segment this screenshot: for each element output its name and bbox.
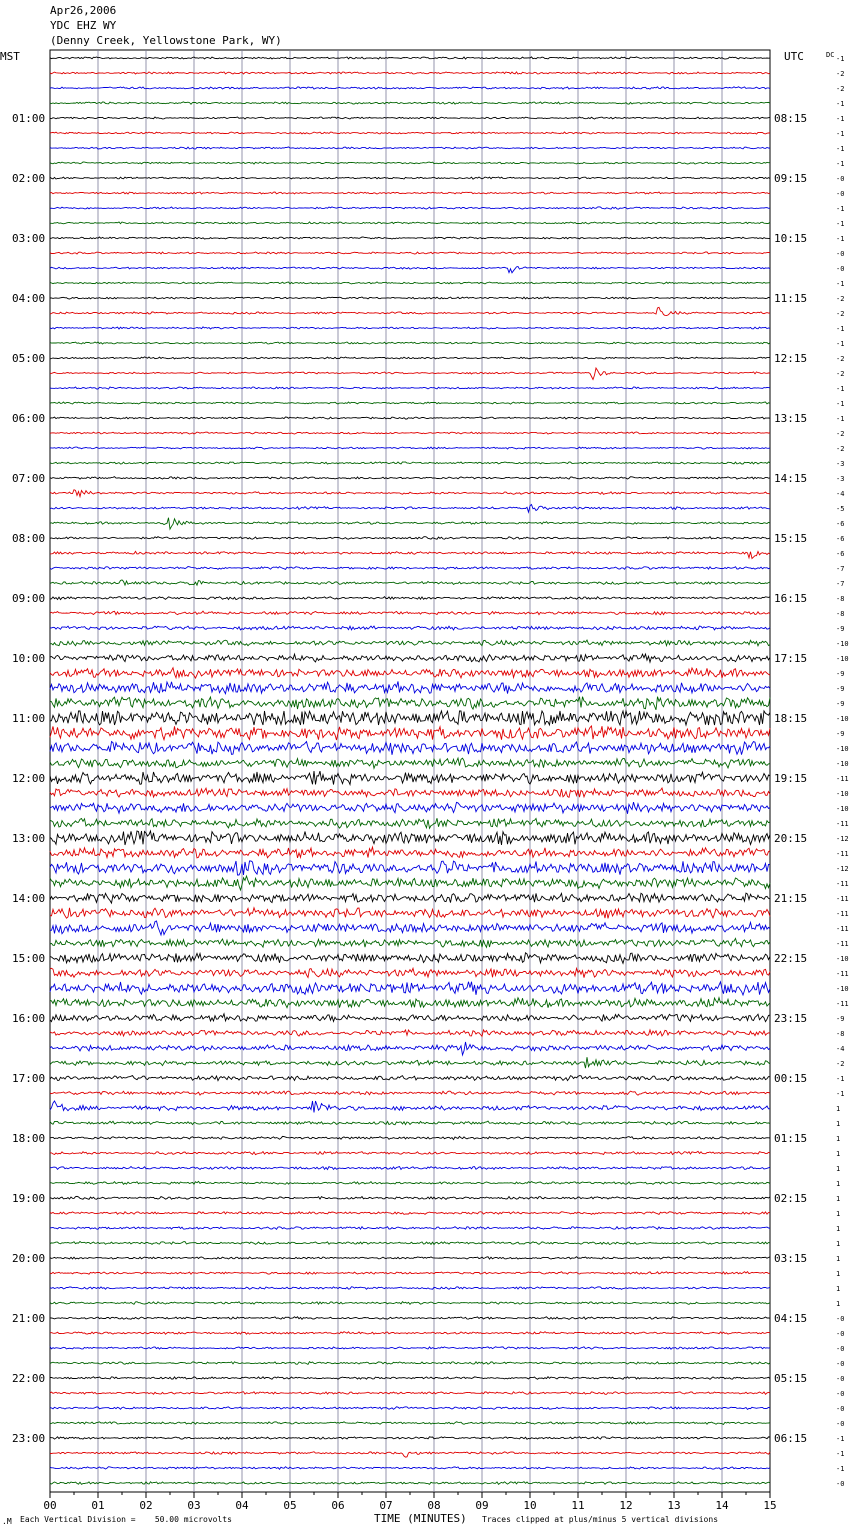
x-tick-label: 09 [475, 1499, 489, 1512]
seismic-trace [50, 222, 770, 224]
dc-offset-label: -6 [836, 520, 845, 528]
dc-offset-label: -2 [836, 310, 845, 318]
seismic-trace [50, 1057, 770, 1068]
seismic-trace [50, 1437, 770, 1440]
x-tick-label: 08 [427, 1499, 441, 1512]
seismic-trace [50, 1242, 770, 1245]
seismic-trace [50, 490, 770, 497]
right-hour-label: 14:15 [774, 472, 808, 485]
dc-offset-label: -0 [836, 1375, 845, 1383]
dc-offset-label: -2 [836, 370, 845, 378]
dc-offset-label: -11 [836, 850, 849, 858]
left-hour-label: 05:00 [12, 352, 46, 365]
seismic-trace [50, 654, 770, 662]
seismic-trace [50, 758, 770, 768]
seismic-trace [50, 537, 770, 540]
seismic-trace [50, 802, 770, 814]
dc-offset-label: 1 [836, 1300, 841, 1308]
dc-offset-label: -1 [836, 415, 845, 423]
dc-offset-label: -4 [836, 490, 845, 498]
dc-offset-label: -10 [836, 640, 849, 648]
x-tick-label: 13 [667, 1499, 681, 1512]
seismic-trace [50, 1362, 770, 1365]
left-hour-label: 10:00 [12, 652, 46, 665]
left-hour-label: 09:00 [12, 592, 46, 605]
x-tick-label: 05 [283, 1499, 297, 1512]
seismic-trace [50, 861, 770, 875]
left-hour-label: 12:00 [12, 772, 46, 785]
dc-offset-label: -7 [836, 565, 845, 573]
seismic-trace [50, 177, 770, 179]
clip-note: Traces clipped at plus/minus 5 vertical divisions [482, 1515, 719, 1524]
right-hour-label: 23:15 [774, 1012, 808, 1025]
dc-offset-label: -6 [836, 535, 845, 543]
seismic-trace [50, 1452, 770, 1457]
dc-offset-label: -10 [836, 790, 849, 798]
seismic-trace [50, 1030, 770, 1037]
dc-offset-label: -12 [836, 865, 849, 873]
right-hour-label: 15:15 [774, 532, 808, 545]
left-hour-label: 20:00 [12, 1252, 46, 1265]
dc-offset-label: -0 [836, 1360, 845, 1368]
right-hour-label: 19:15 [774, 772, 808, 785]
seismic-trace [50, 968, 770, 977]
seismic-trace [50, 938, 770, 947]
dc-offset-label: 1 [836, 1285, 841, 1293]
left-hour-label: 13:00 [12, 832, 46, 845]
dc-offset-label: -0 [836, 1405, 845, 1413]
x-axis-label: TIME (MINUTES) [374, 1512, 467, 1525]
chart-frame [50, 50, 770, 1492]
seismic-trace [50, 1121, 770, 1125]
seismic-trace [50, 162, 770, 164]
seismic-trace [50, 640, 770, 646]
seismic-trace [50, 982, 770, 995]
seismic-trace [50, 1407, 770, 1410]
dc-offset-label: -10 [836, 745, 849, 753]
left-hour-label: 15:00 [12, 952, 46, 965]
dc-offset-label: -1 [836, 130, 845, 138]
left-hour-label: 06:00 [12, 412, 46, 425]
corner-mark: .M [2, 1517, 12, 1526]
dc-offset-label: 1 [836, 1270, 841, 1278]
right-hour-label: 05:15 [774, 1372, 808, 1385]
dc-offset-label: -3 [836, 460, 845, 468]
right-timezone-label: UTC [784, 50, 804, 63]
seismic-trace [50, 1181, 770, 1184]
seismic-trace [50, 1422, 770, 1425]
dc-offset-label: -11 [836, 895, 849, 903]
seismic-trace [50, 432, 770, 434]
seismic-trace [50, 282, 770, 284]
dc-offset-label: -10 [836, 655, 849, 663]
seismic-trace [50, 1332, 770, 1335]
seismic-trace [50, 1467, 770, 1470]
seismic-trace [50, 1042, 770, 1055]
dc-offset-label: -9 [836, 670, 845, 678]
x-tick-label: 15 [763, 1499, 777, 1512]
dc-offset-label: -0 [836, 1315, 845, 1323]
seismic-trace [50, 1196, 770, 1199]
right-hour-label: 08:15 [774, 112, 808, 125]
left-hour-label: 07:00 [12, 472, 46, 485]
seismic-trace [50, 788, 770, 797]
dc-offset-label: -2 [836, 1060, 845, 1068]
dc-offset-label: 1 [836, 1105, 841, 1113]
dc-offset-label: 1 [836, 1225, 841, 1233]
right-hour-label: 03:15 [774, 1252, 808, 1265]
left-hour-label: 22:00 [12, 1372, 46, 1385]
dc-offset-label: 1 [836, 1255, 841, 1263]
seismic-trace [50, 893, 770, 903]
dc-offset-label: -10 [836, 715, 849, 723]
dc-offset-label: -11 [836, 940, 849, 948]
x-tick-label: 07 [379, 1499, 393, 1512]
left-hour-label: 04:00 [12, 292, 46, 305]
x-tick-label: 10 [523, 1499, 537, 1512]
seismic-trace [50, 1227, 770, 1230]
seismic-trace [50, 462, 770, 464]
dc-offset-label: -6 [836, 550, 845, 558]
seismic-trace [50, 518, 770, 530]
seismic-trace [50, 102, 770, 104]
seismic-trace [50, 551, 770, 558]
seismic-trace [50, 668, 770, 678]
seismic-trace [50, 597, 770, 600]
dc-offset-label: -9 [836, 700, 845, 708]
dc-offset-label: -1 [836, 1465, 845, 1473]
left-hour-label: 19:00 [12, 1192, 46, 1205]
dc-offset-label: -2 [836, 445, 845, 453]
seismic-trace [50, 207, 770, 209]
right-hour-label: 02:15 [774, 1192, 808, 1205]
left-hour-label: 21:00 [12, 1312, 46, 1325]
dc-offset-label: -1 [836, 1435, 845, 1443]
dc-offset-label: -10 [836, 805, 849, 813]
x-tick-label: 03 [187, 1499, 201, 1512]
dc-offset-label: -10 [836, 955, 849, 963]
dc-offset-label: 1 [836, 1180, 841, 1188]
seismic-trace [50, 847, 770, 858]
dc-offset-label: -0 [836, 1480, 845, 1488]
dc-offset-label: -1 [836, 280, 845, 288]
left-hour-label: 11:00 [12, 712, 46, 725]
dc-offset-label: 1 [836, 1135, 841, 1143]
right-hour-label: 09:15 [774, 172, 808, 185]
seismic-trace [50, 711, 770, 725]
dc-offset-label: -1 [836, 385, 845, 393]
dc-offset-label: 1 [836, 1210, 841, 1218]
right-hour-label: 18:15 [774, 712, 808, 725]
dc-offset-label: -11 [836, 820, 849, 828]
seismic-trace [50, 342, 770, 344]
seismic-trace [50, 611, 770, 615]
right-hour-label: 21:15 [774, 892, 808, 905]
seismic-trace [50, 818, 770, 828]
x-tick-label: 06 [331, 1499, 345, 1512]
dc-offset-label: -10 [836, 760, 849, 768]
dc-offset-label: -0 [836, 190, 845, 198]
dc-offset-label: -9 [836, 730, 845, 738]
right-hour-label: 11:15 [774, 292, 808, 305]
dc-offset-label: -4 [836, 1045, 845, 1053]
dc-offset-label: 1 [836, 1120, 841, 1128]
seismic-trace [50, 147, 770, 149]
dc-offset-label: -0 [836, 1390, 845, 1398]
seismic-trace [50, 1014, 770, 1022]
right-hour-label: 00:15 [774, 1072, 808, 1085]
scale-note: Each Vertical Division = 50.00 microvolts [20, 1515, 232, 1524]
right-hour-label: 20:15 [774, 832, 808, 845]
seismic-trace [50, 1101, 770, 1113]
seismic-trace [50, 726, 770, 740]
dc-offset-label: -1 [836, 1090, 845, 1098]
seismic-trace [50, 1076, 770, 1081]
right-hour-label: 04:15 [774, 1312, 808, 1325]
right-hour-label: 10:15 [774, 232, 808, 245]
dc-offset-label: 1 [836, 1195, 841, 1203]
dc-offset-label: 1 [836, 1150, 841, 1158]
seismic-trace [50, 876, 770, 890]
dc-offset-label: -1 [836, 100, 845, 108]
seismic-trace [50, 72, 770, 74]
dc-offset-label: -2 [836, 85, 845, 93]
seismic-trace [50, 998, 770, 1008]
x-tick-label: 02 [139, 1499, 153, 1512]
seismic-trace [50, 1272, 770, 1275]
seismic-trace [50, 117, 770, 119]
left-hour-label: 08:00 [12, 532, 46, 545]
left-hour-label: 17:00 [12, 1072, 46, 1085]
x-tick-label: 11 [571, 1499, 585, 1512]
dc-offset-label: -8 [836, 595, 845, 603]
seismic-trace [50, 742, 770, 755]
seismic-trace [50, 297, 770, 299]
seismic-trace [50, 580, 770, 585]
dc-offset-label: -2 [836, 70, 845, 78]
right-hour-label: 06:15 [774, 1432, 808, 1445]
seismic-trace [50, 1377, 770, 1380]
seismic-trace [50, 953, 770, 964]
x-tick-label: 04 [235, 1499, 249, 1512]
dc-offset-label: 1 [836, 1165, 841, 1173]
seismic-trace [50, 567, 770, 570]
dc-offset-label: -1 [836, 325, 845, 333]
dc-offset-label: -1 [836, 55, 845, 63]
seismic-trace [50, 1317, 770, 1320]
left-hour-label: 23:00 [12, 1432, 46, 1445]
dc-offset-label: -3 [836, 475, 845, 483]
dc-offset-label: -9 [836, 685, 845, 693]
dc-offset-label: -12 [836, 835, 849, 843]
dc-offset-label: -11 [836, 775, 849, 783]
dc-offset-label: -2 [836, 355, 845, 363]
dc-offset-label: -8 [836, 1030, 845, 1038]
dc-offset-label: -1 [836, 400, 845, 408]
left-hour-label: 03:00 [12, 232, 46, 245]
left-hour-label: 18:00 [12, 1132, 46, 1145]
dc-offset-label: -11 [836, 925, 849, 933]
seismic-trace [50, 771, 770, 785]
left-timezone-label: MST [0, 50, 20, 63]
dc-offset-label: -11 [836, 910, 849, 918]
seismic-trace [50, 57, 770, 59]
dc-offset-label: -9 [836, 625, 845, 633]
dc-offset-label: -1 [836, 1450, 845, 1458]
dc-offset-label: -10 [836, 985, 849, 993]
dc-offset-label: -11 [836, 880, 849, 888]
dc-offset-label: -1 [836, 220, 845, 228]
dc-offset-label: -1 [836, 235, 845, 243]
seismic-trace [50, 447, 770, 449]
right-hour-label: 01:15 [774, 1132, 808, 1145]
right-hour-label: 16:15 [774, 592, 808, 605]
dc-offset-label: -1 [836, 205, 845, 213]
right-hour-label: 22:15 [774, 952, 808, 965]
seismic-trace [50, 1212, 770, 1215]
dc-offset-label: -1 [836, 340, 845, 348]
seismic-trace [50, 1091, 770, 1095]
seismic-trace [50, 387, 770, 389]
seismic-trace [50, 1167, 770, 1170]
seismic-trace [50, 681, 770, 693]
dc-offset-label: -1 [836, 145, 845, 153]
seismic-trace [50, 626, 770, 630]
seismic-trace [50, 192, 770, 194]
seismic-trace [50, 1347, 770, 1350]
left-hour-label: 02:00 [12, 172, 46, 185]
seismic-trace [50, 831, 770, 845]
dc-offset-label: -1 [836, 115, 845, 123]
right-hour-label: 17:15 [774, 652, 808, 665]
dc-offset-label: -0 [836, 250, 845, 258]
dc-offset-label: -0 [836, 1330, 845, 1338]
trace-group [50, 57, 770, 1484]
seismic-trace [50, 417, 770, 419]
seismic-trace [50, 357, 770, 359]
location-label: (Denny Creek, Yellowstone Park, WY) [50, 34, 282, 47]
seismic-trace [50, 1136, 770, 1139]
x-tick-label: 12 [619, 1499, 633, 1512]
dc-offset-label: -8 [836, 610, 845, 618]
x-tick-label: 00 [43, 1499, 57, 1512]
seismic-trace [50, 505, 770, 513]
seismic-trace [50, 307, 770, 315]
dc-offset-label: -11 [836, 970, 849, 978]
seismic-trace [50, 327, 770, 329]
dc-offset-label: 1 [836, 1240, 841, 1248]
dc-offset-label: -0 [836, 175, 845, 183]
seismic-trace [50, 132, 770, 134]
x-tick-label: 14 [715, 1499, 729, 1512]
dc-offset-label: -0 [836, 1420, 845, 1428]
right-hour-label: 13:15 [774, 412, 808, 425]
seismic-trace [50, 1287, 770, 1290]
dc-offset-label: -2 [836, 430, 845, 438]
seismic-trace [50, 908, 770, 919]
x-tick-label: 01 [91, 1499, 105, 1512]
left-hour-label: 01:00 [12, 112, 46, 125]
dc-offset-label: -5 [836, 505, 845, 513]
right-hour-label: 12:15 [774, 352, 808, 365]
seismic-trace [50, 402, 770, 404]
seismic-trace [50, 1302, 770, 1305]
seismic-trace [50, 1392, 770, 1395]
seismic-trace [50, 368, 770, 380]
dc-offset-label: -1 [836, 160, 845, 168]
station-label: YDC EHZ WY [50, 19, 117, 32]
seismic-trace [50, 237, 770, 239]
seismic-trace [50, 1257, 770, 1259]
seismic-trace [50, 252, 770, 254]
seismic-trace [50, 267, 770, 273]
dc-offset-label: -9 [836, 1015, 845, 1023]
left-hour-label: 14:00 [12, 892, 46, 905]
left-hour-label: 16:00 [12, 1012, 46, 1025]
seismic-trace [50, 921, 770, 935]
dc-offset-label: -1 [836, 1075, 845, 1083]
dc-offset-label: -2 [836, 295, 845, 303]
dc-offset-label: -0 [836, 1345, 845, 1353]
dc-header-label: DC [826, 51, 835, 59]
seismic-trace [50, 1151, 770, 1154]
seismic-trace [50, 1482, 770, 1485]
seismic-trace [50, 87, 770, 89]
dc-offset-label: -7 [836, 580, 845, 588]
date-label: Apr26,2006 [50, 4, 117, 17]
seismic-trace [50, 477, 770, 480]
dc-offset-label: -0 [836, 265, 845, 273]
label-group [0, 50, 849, 1512]
seismic-trace [50, 697, 770, 710]
dc-offset-label: -11 [836, 1000, 849, 1008]
